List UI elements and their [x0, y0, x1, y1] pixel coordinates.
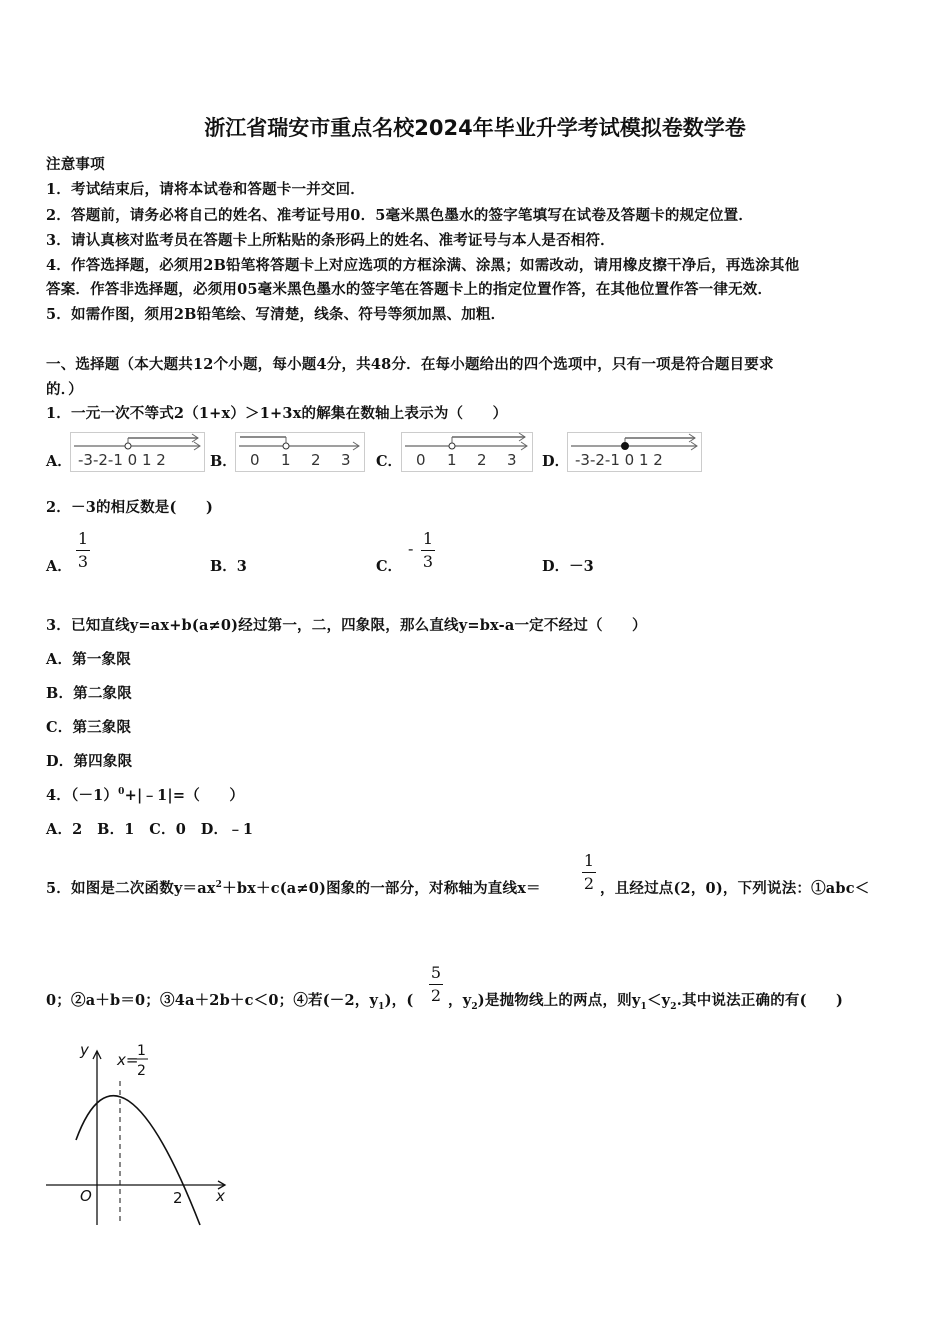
q3-stem: 3．已知直线y=ax+b(a≠0)经过第一，二，四象限，那么直线y=bx-a一定不经过（ ） — [46, 617, 647, 634]
q1-b-tick: 2 — [311, 451, 321, 469]
notes-heading: 注意事项 — [46, 156, 105, 173]
q1-option-b-numberline — [235, 432, 365, 472]
q3-option-a: A．第一象限 — [46, 651, 131, 668]
q1-c-tick: 2 — [477, 451, 487, 469]
q1-stem: 1．一元一次不等式2（1+x）＞1+3x的解集在数轴上表示为（ ） — [46, 405, 508, 422]
q1-a-ticks: -3-2-1 0 1 2 — [78, 451, 166, 469]
section-heading-cont: 的．） — [46, 381, 83, 398]
note-item: 答案．作答非选择题，必须用05毫米黑色墨水的签字笔在答题卡上的指定位置作答，在其他位置作答一律无效． — [46, 281, 773, 298]
note-item: 5．如需作图，须用2B铅笔绘、写清楚，线条、符号等须加黑、加粗． — [46, 306, 506, 323]
q1-option-a-label: A． — [46, 453, 72, 470]
note-item: 1．考试结束后，请将本试卷和答题卡一并交回． — [46, 181, 365, 198]
note-item: 2．答题前，请务必将自己的姓名、准考证号用0．5毫米黑色墨水的签字笔填写在试卷及答题卡的规定位置． — [46, 207, 754, 224]
q4-stem: 4．$(-1)^0+|﹣1|=$（ ） — [46, 787, 245, 804]
q1-option-b-label: B． — [210, 453, 237, 470]
q5-stem-line2-start: 0；②a＋b＝0；③4a＋2b＋c＜0；④若(－2，$y_1$)，( — [46, 992, 414, 1012]
axis-equation-den: 2 — [137, 1063, 146, 1079]
q3-option-d: D．第四象限 — [46, 753, 133, 770]
q2-option-d: D．－3 — [542, 558, 594, 575]
q1-b-tick: 1 — [281, 451, 291, 469]
q5-axis-fraction: 1 2 — [583, 851, 595, 893]
q3-option-b: B．第二象限 — [46, 685, 132, 702]
origin-label: O — [80, 1187, 92, 1205]
q5-stem-line1-start: 5．如图是二次函数$y=ax^2+bx+c(a\ne 0)$图象的一部分，对称轴为直线x＝ — [46, 880, 541, 897]
q5-point-fraction: 5 2 — [430, 963, 442, 1005]
q2-option-c-sign: - — [408, 539, 414, 558]
q5-stem-line1-end: ，且经过点(2，0)，下列说法：①abc＜ — [600, 880, 870, 897]
axis-equation-label: x= — [117, 1051, 139, 1069]
q1-d-ticks: -3-2-1 0 1 2 — [575, 451, 663, 469]
q2-option-a-label: A． — [46, 558, 72, 575]
q1-option-a-numberline — [70, 432, 205, 472]
q2-stem: 2．－3的相反数是( ) — [46, 499, 213, 516]
root-label: 2 — [173, 1189, 183, 1207]
x-axis-label: x — [216, 1187, 225, 1205]
q1-option-c-numberline — [401, 432, 533, 472]
q1-c-tick: 1 — [447, 451, 457, 469]
q1-option-d-label: D． — [542, 453, 570, 470]
axis-equation-num: 1 — [137, 1043, 146, 1059]
q1-b-tick: 3 — [341, 451, 351, 469]
q2-option-a-fraction: 1 3 — [77, 529, 89, 571]
q5-parabola-graph — [40, 1035, 240, 1235]
q1-c-tick: 0 — [416, 451, 426, 469]
q1-b-tick: 0 — [250, 451, 260, 469]
q5-stem-line2-end: ，$y_2$)是抛物线上的两点，则$y_1<y_2$.其中说法正确的有( ) — [448, 992, 844, 1012]
y-axis-label: y — [80, 1041, 89, 1059]
page-title: 浙江省瑞安市重点名校2024年毕业升学考试模拟卷数学卷 — [204, 116, 746, 140]
q3-option-c: C．第三象限 — [46, 719, 132, 736]
section-heading: 一、选择题（本大题共12个小题，每小题4分，共48分．在每小题给出的四个选项中，只有一项是符合题目要求 — [46, 356, 774, 373]
note-item: 4．作答选择题，必须用2B铅笔将答题卡上对应选项的方框涂满、涂黑；如需改动，请用橡皮擦干净后，再选涂其他 — [46, 257, 800, 274]
q1-option-c-label: C． — [376, 453, 403, 470]
q2-option-c-label: C． — [376, 558, 403, 575]
note-item: 3．请认真核对监考员在答题卡上所粘贴的条形码上的姓名、准考证号与本人是否相符． — [46, 232, 615, 249]
q2-option-c-fraction: 1 3 — [422, 529, 434, 571]
q1-c-tick: 3 — [507, 451, 517, 469]
q1-option-d-numberline — [567, 432, 702, 472]
q2-option-b: B．3 — [210, 558, 247, 575]
q4-options: A．2 B．1 C．0 D．﹣1 — [46, 821, 254, 838]
